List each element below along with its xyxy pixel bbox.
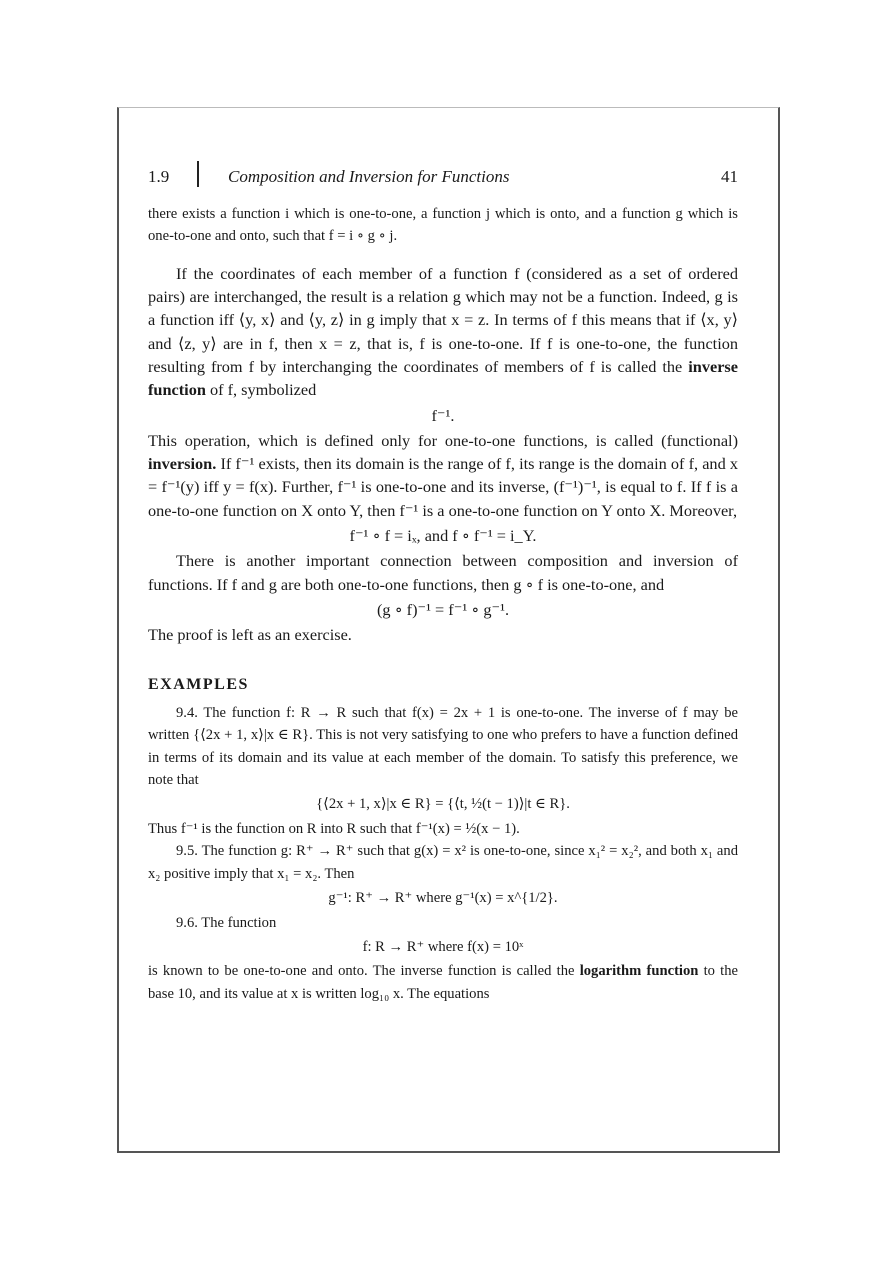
example-9-6-text-a: is known to be one-to-one and onto. The inverse function is called the: [148, 963, 575, 980]
equation-inverse: f⁻¹.: [431, 405, 455, 425]
paragraph-3-text-b: If f⁻¹ exists, then its domain is the range of f, its range is the domain of f, and x = f⁻¹(y) iff y = f(x). Further, f⁻¹ is one-to-one and its inverse, (f⁻¹)⁻¹, is equal to f. If f is a one-to-one function on X onto Y, then f⁻¹ is a one-to-one function on Y onto X. Moreover,: [148, 454, 738, 520]
paragraph-3-text-a: This operation, which is defined only for one-to-one functions, is called (functional): [148, 430, 738, 450]
term-inversion: inversion.: [148, 454, 217, 474]
paragraph-3: [148, 429, 738, 522]
equation-composition-inverse: (g ∘ f)⁻¹ = f⁻¹ ∘ g⁻¹.: [376, 599, 510, 619]
paragraph-2-text-b: of f, symbolized: [209, 380, 317, 400]
example-9-6-text-b: to the base 10, and its value at x is written log₁₀ x. The equations: [148, 963, 738, 1002]
equation-9-6: f: R → R⁺ where f(x) = 10ˣ: [362, 938, 524, 955]
term-inverse-function: inverse function: [148, 357, 738, 400]
header-divider: [197, 161, 199, 187]
running-title: Composition and Inversion for Functions: [228, 167, 510, 186]
example-9-4-conclusion: Thus f⁻¹ is the function on R into R such that f⁻¹(x) = ½(x − 1).: [148, 820, 520, 837]
paragraph-5: The proof is left as an exercise.: [148, 625, 352, 645]
section-number: 1.9: [148, 167, 170, 186]
term-logarithm-function: logarithm function: [579, 963, 699, 980]
equation-9-4: {⟨2x + 1, x⟩|x ∈ R} = {⟨t, ½(t − 1)⟩|t ∈ R}.: [316, 796, 570, 813]
example-9-5: 9.5. The function g: R⁺ → R⁺ such that g(x) = x² is one-to-one, since x₁² = x₂², and both x₁ and x₂ positive imply that x₁ = x₂. Then: [148, 843, 738, 882]
equation-identity: f⁻¹ ∘ f = iₓ, and f ∘ f⁻¹ = i_Y.: [349, 526, 537, 546]
example-9-4: 9.4. The function f: R → R such that f(x) = 2x + 1 is one-to-one. The inverse of f may be written {⟨2x + 1, x⟩|x ∈ R}. This is not very satisfying to one who prefers to have a function defined in terms of its domain and its value at each member of the domain. To satisfy this preference, we note that: [148, 704, 738, 789]
examples-heading: EXAMPLES: [148, 675, 249, 693]
running-header: [148, 165, 738, 191]
page-content: [148, 165, 738, 1005]
paragraph-4: There is another important connection between composition and inversion of functions. If f and g are both one-to-one functions, then g ∘ f is one-to-one, and: [148, 551, 738, 594]
example-9-6: 9.6. The function: [176, 914, 277, 931]
page-number: 41: [721, 167, 738, 186]
paragraph-2: [148, 262, 738, 402]
paragraph-1: there exists a function i which is one-to-one, a function j which is onto, and a function g which is one-to-one and onto, such that f = i ∘ g ∘ j.: [148, 206, 738, 245]
example-9-6-text: [148, 960, 738, 1005]
equation-9-5: g⁻¹: R⁺ → R⁺ where g⁻¹(x) = x^{1/2}.: [328, 890, 558, 907]
paragraph-2-text-a: If the coordinates of each member of a function f (considered as a set of ordered pairs) are interchanged, the result is a relation g which may not be a function. Indeed, g is a function iff ⟨y, x⟩ and ⟨y, z⟩ in g imply that x = z. In terms of f this means that if ⟨x, y⟩ and ⟨z, y⟩ are in f, then x = z, that is, f is one-to-one. If f is one-to-one, the function resulting from f by interchanging the coordinates of members of f is called the: [148, 263, 738, 376]
